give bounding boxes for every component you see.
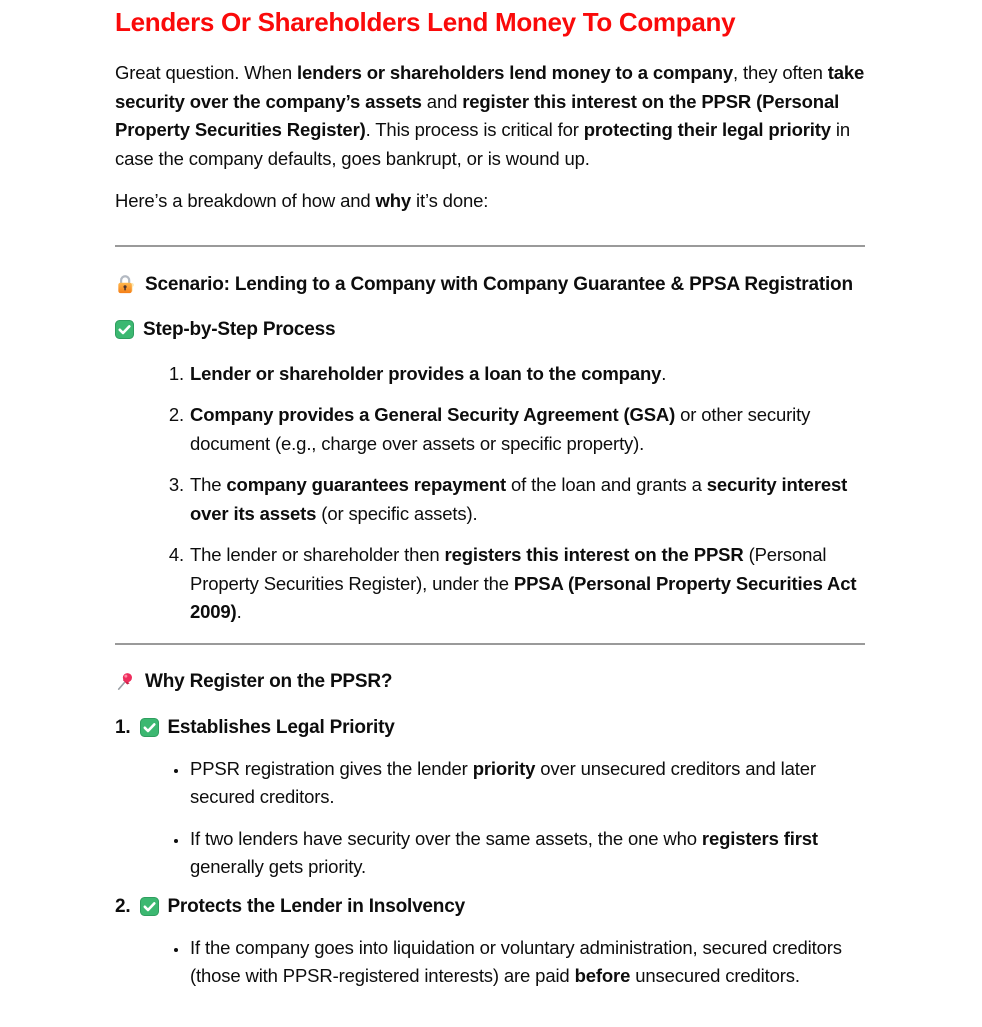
process-step: 2. Company provides a General Security Agreement (GSA) or other security document (e.g., charge over assets or specific property).: [189, 401, 865, 458]
reason-2-number: 2.: [115, 895, 131, 917]
scenario-heading-label: Scenario: Lending to a Company with Company Guarantee & PPSA Registration: [145, 273, 853, 295]
process-step: 3. The company guarantees repayment of the loan and grants a security interest over its assets (or specific assets).: [189, 471, 865, 528]
why-register-heading-label: Why Register on the PPSR?: [145, 670, 393, 692]
process-heading-label: Step-by-Step Process: [143, 318, 336, 340]
reason-point: • If the company goes into liquidation or voluntary administration, secured creditors (those with PPSR-registered interests) are paid before unsecured creditors.: [189, 934, 865, 991]
page-title: Lenders Or Shareholders Lend Money To Company: [115, 7, 736, 37]
why-register-heading: [115, 670, 865, 694]
check-mark-icon: [115, 320, 134, 339]
reason-point: • If two lenders have security over the same assets, the one who registers first generally gets priority.: [189, 825, 865, 882]
reason-point: • PPSR registration gives the lender priority over unsecured creditors and later secured creditors.: [189, 755, 865, 812]
reason-1-title: Establishes Legal Priority: [167, 716, 395, 738]
process-steps-list: [115, 360, 865, 627]
reason-1-points-list: [115, 755, 865, 882]
reason-2-heading: [115, 895, 865, 919]
breakdown-paragraph: Here’s a breakdown of how and why it’s done:: [115, 190, 489, 211]
lock-with-key-icon: [115, 274, 136, 295]
reason-2-title: Protects the Lender in Insolvency: [167, 895, 465, 917]
divider: [115, 643, 865, 645]
check-mark-icon: [140, 718, 159, 737]
process-step: 1. Lender or shareholder provides a loan to the company.: [189, 360, 865, 389]
reason-2-points-list: [115, 934, 865, 991]
divider: [115, 245, 865, 247]
process-step: 4. The lender or shareholder then registers this interest on the PPSR (Personal Property Securities Register), under the PPSA (Personal Property Securities Act 2009).: [189, 541, 865, 627]
reason-1-number: 1.: [115, 716, 131, 738]
scenario-heading: [115, 273, 865, 297]
process-heading: [115, 318, 865, 342]
reason-1-heading: [115, 716, 865, 740]
intro-paragraph: Great question. When lenders or shareholders lend money to a company, they often take security over the company’s assets and register this interest on the PPSR (Personal Property Securities Register). This process is critical for protecting their legal priority in case the company defaults, goes bankrupt, or is wound up.: [115, 62, 865, 169]
check-mark-icon: [140, 897, 159, 916]
pushpin-icon: [115, 671, 136, 692]
